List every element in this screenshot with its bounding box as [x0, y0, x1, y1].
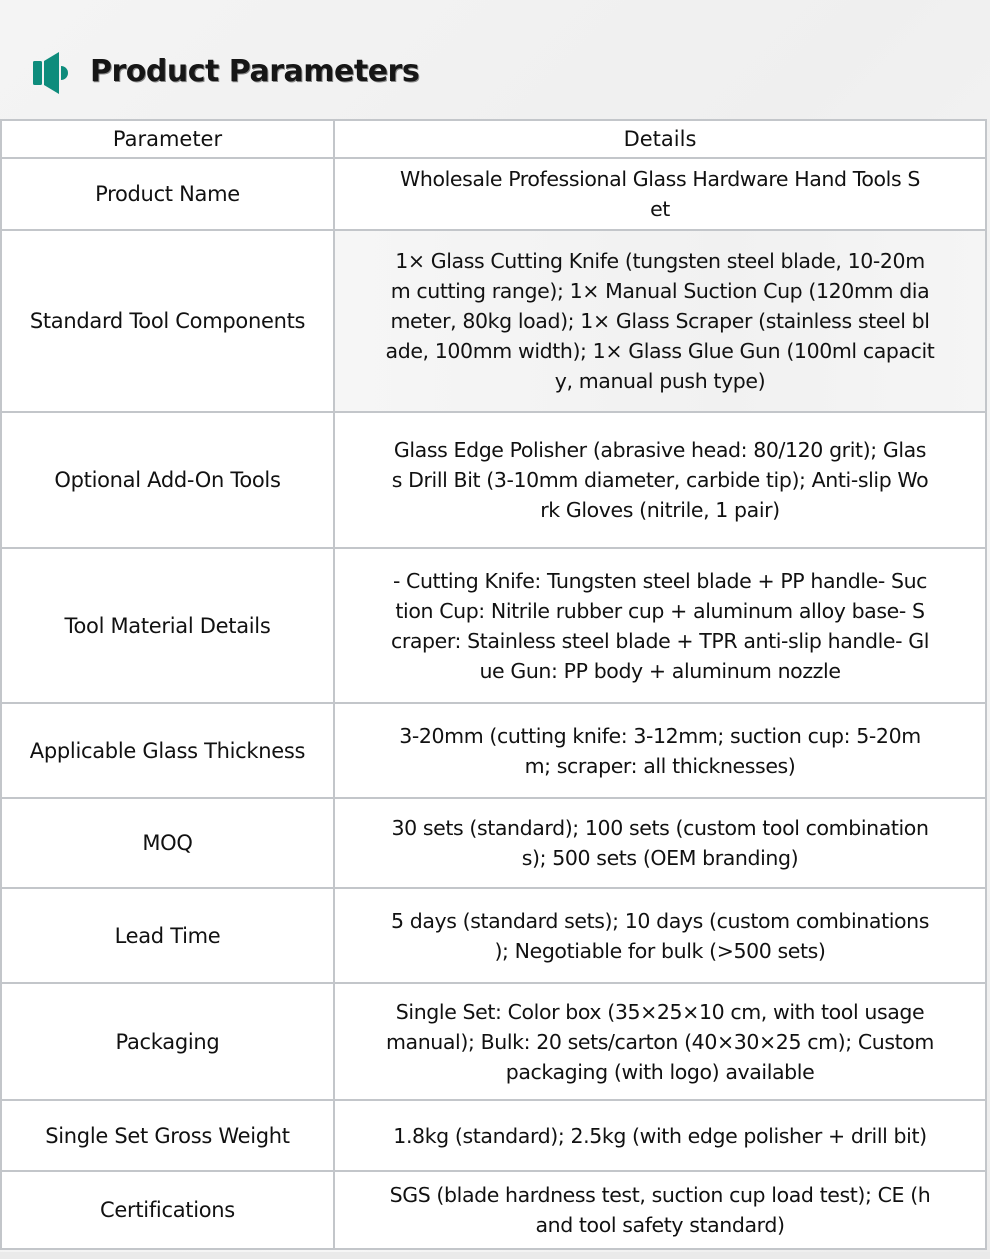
- details-cell: [334, 1100, 986, 1171]
- details-cell: [334, 1171, 986, 1249]
- details-cell: [334, 888, 986, 983]
- details-line: craper: Stainless steel blade + TPR anti-slip handle- Gl: [390, 628, 930, 653]
- page-background-strip: [0, 1252, 990, 1259]
- product-parameters-table: [0, 119, 987, 1250]
- table-row: [1, 888, 986, 983]
- icon-semicircle: [61, 66, 68, 80]
- details-cell: [334, 548, 986, 703]
- details-line: s Drill Bit (3-10mm diameter, carbide tip); Anti-slip Wo: [391, 468, 929, 492]
- table-row: [1, 1171, 986, 1249]
- details-line: manual); Bulk: 20 sets/carton (40×30×25 cm); Custom: [385, 1029, 935, 1054]
- details-cell: [334, 230, 986, 412]
- details-cell: [334, 158, 986, 230]
- parameter-cell: Applicable Glass Thickness: [1, 703, 334, 798]
- parameter-cell: Single Set Gross Weight: [1, 1100, 334, 1171]
- details-line: 1.8kg (standard); 2.5kg (with edge polisher + drill bit): [393, 1123, 927, 1148]
- details-line: ade, 100mm width); 1× Glass Glue Gun (100ml capacit: [385, 339, 935, 363]
- details-line: m; scraper: all thicknesses): [524, 753, 796, 778]
- table-row: [1, 230, 986, 412]
- details-cell: [334, 983, 986, 1100]
- details-line: SGS (blade hardness test, suction cup load test); CE (h: [389, 1183, 931, 1207]
- table-row: [1, 983, 986, 1100]
- parameter-cell: Packaging: [1, 983, 334, 1100]
- details-line: 5 days (standard sets); 10 days (custom combinations: [390, 908, 930, 933]
- section-header: [0, 0, 990, 119]
- details-line: y, manual push type): [554, 369, 766, 393]
- table-row: [1, 798, 986, 888]
- details-cell: [334, 703, 986, 798]
- icon-rect: [33, 61, 42, 85]
- table-row: [1, 548, 986, 703]
- details-line: s); 500 sets (OEM branding): [521, 846, 799, 870]
- details-line: et: [650, 197, 670, 221]
- details-line: meter, 80kg load); 1× Glass Scraper (stainless steel bl: [390, 309, 930, 333]
- details-line: ); Negotiable for bulk (>500 sets): [494, 938, 826, 963]
- icon-trapezoid: [44, 52, 59, 94]
- details-line: Single Set: Color box (35×25×10 cm, with tool usage: [395, 999, 925, 1024]
- details-line: tion Cup: Nitrile rubber cup + aluminum alloy base- S: [395, 598, 925, 623]
- table-body: [1, 158, 986, 1249]
- table-row: [1, 703, 986, 798]
- details-line: rk Gloves (nitrile, 1 pair): [540, 498, 780, 522]
- details-line: 1× Glass Cutting Knife (tungsten steel blade, 10-20m: [395, 249, 925, 273]
- parameter-cell: Tool Material Details: [1, 548, 334, 703]
- table-row: [1, 158, 986, 230]
- parameter-cell: Lead Time: [1, 888, 334, 983]
- parameter-cell: Product Name: [1, 158, 334, 230]
- details-line: m cutting range); 1× Manual Suction Cup (120mm dia: [390, 279, 930, 303]
- details-cell: [334, 412, 986, 548]
- details-line: ue Gun: PP body + aluminum nozzle: [479, 658, 841, 683]
- details-line: - Cutting Knife: Tungsten steel blade + PP handle- Suc: [392, 568, 928, 593]
- parameter-cell: Certifications: [1, 1171, 334, 1249]
- details-cell: [334, 798, 986, 888]
- table-row: [1, 412, 986, 548]
- column-header-details: Details: [334, 120, 986, 158]
- page-title: Product Parameters: [90, 54, 420, 89]
- speaker-icon: [33, 52, 69, 94]
- details-line: Glass Edge Polisher (abrasive head: 80/120 grit); Glas: [393, 438, 927, 462]
- parameter-cell: MOQ: [1, 798, 334, 888]
- details-line: and tool safety standard): [535, 1213, 785, 1237]
- details-line: packaging (with logo) available: [505, 1059, 815, 1084]
- details-line: 3-20mm (cutting knife: 3-12mm; suction cup: 5-20m: [399, 723, 921, 748]
- details-line: 30 sets (standard); 100 sets (custom tool combination: [391, 816, 929, 840]
- table-header-row: [1, 120, 986, 158]
- details-line: Wholesale Professional Glass Hardware Hand Tools S: [400, 167, 920, 191]
- table-row: [1, 1100, 986, 1171]
- column-header-parameter: Parameter: [1, 120, 334, 158]
- parameter-cell: Standard Tool Components: [1, 230, 334, 412]
- parameter-cell: Optional Add-On Tools: [1, 412, 334, 548]
